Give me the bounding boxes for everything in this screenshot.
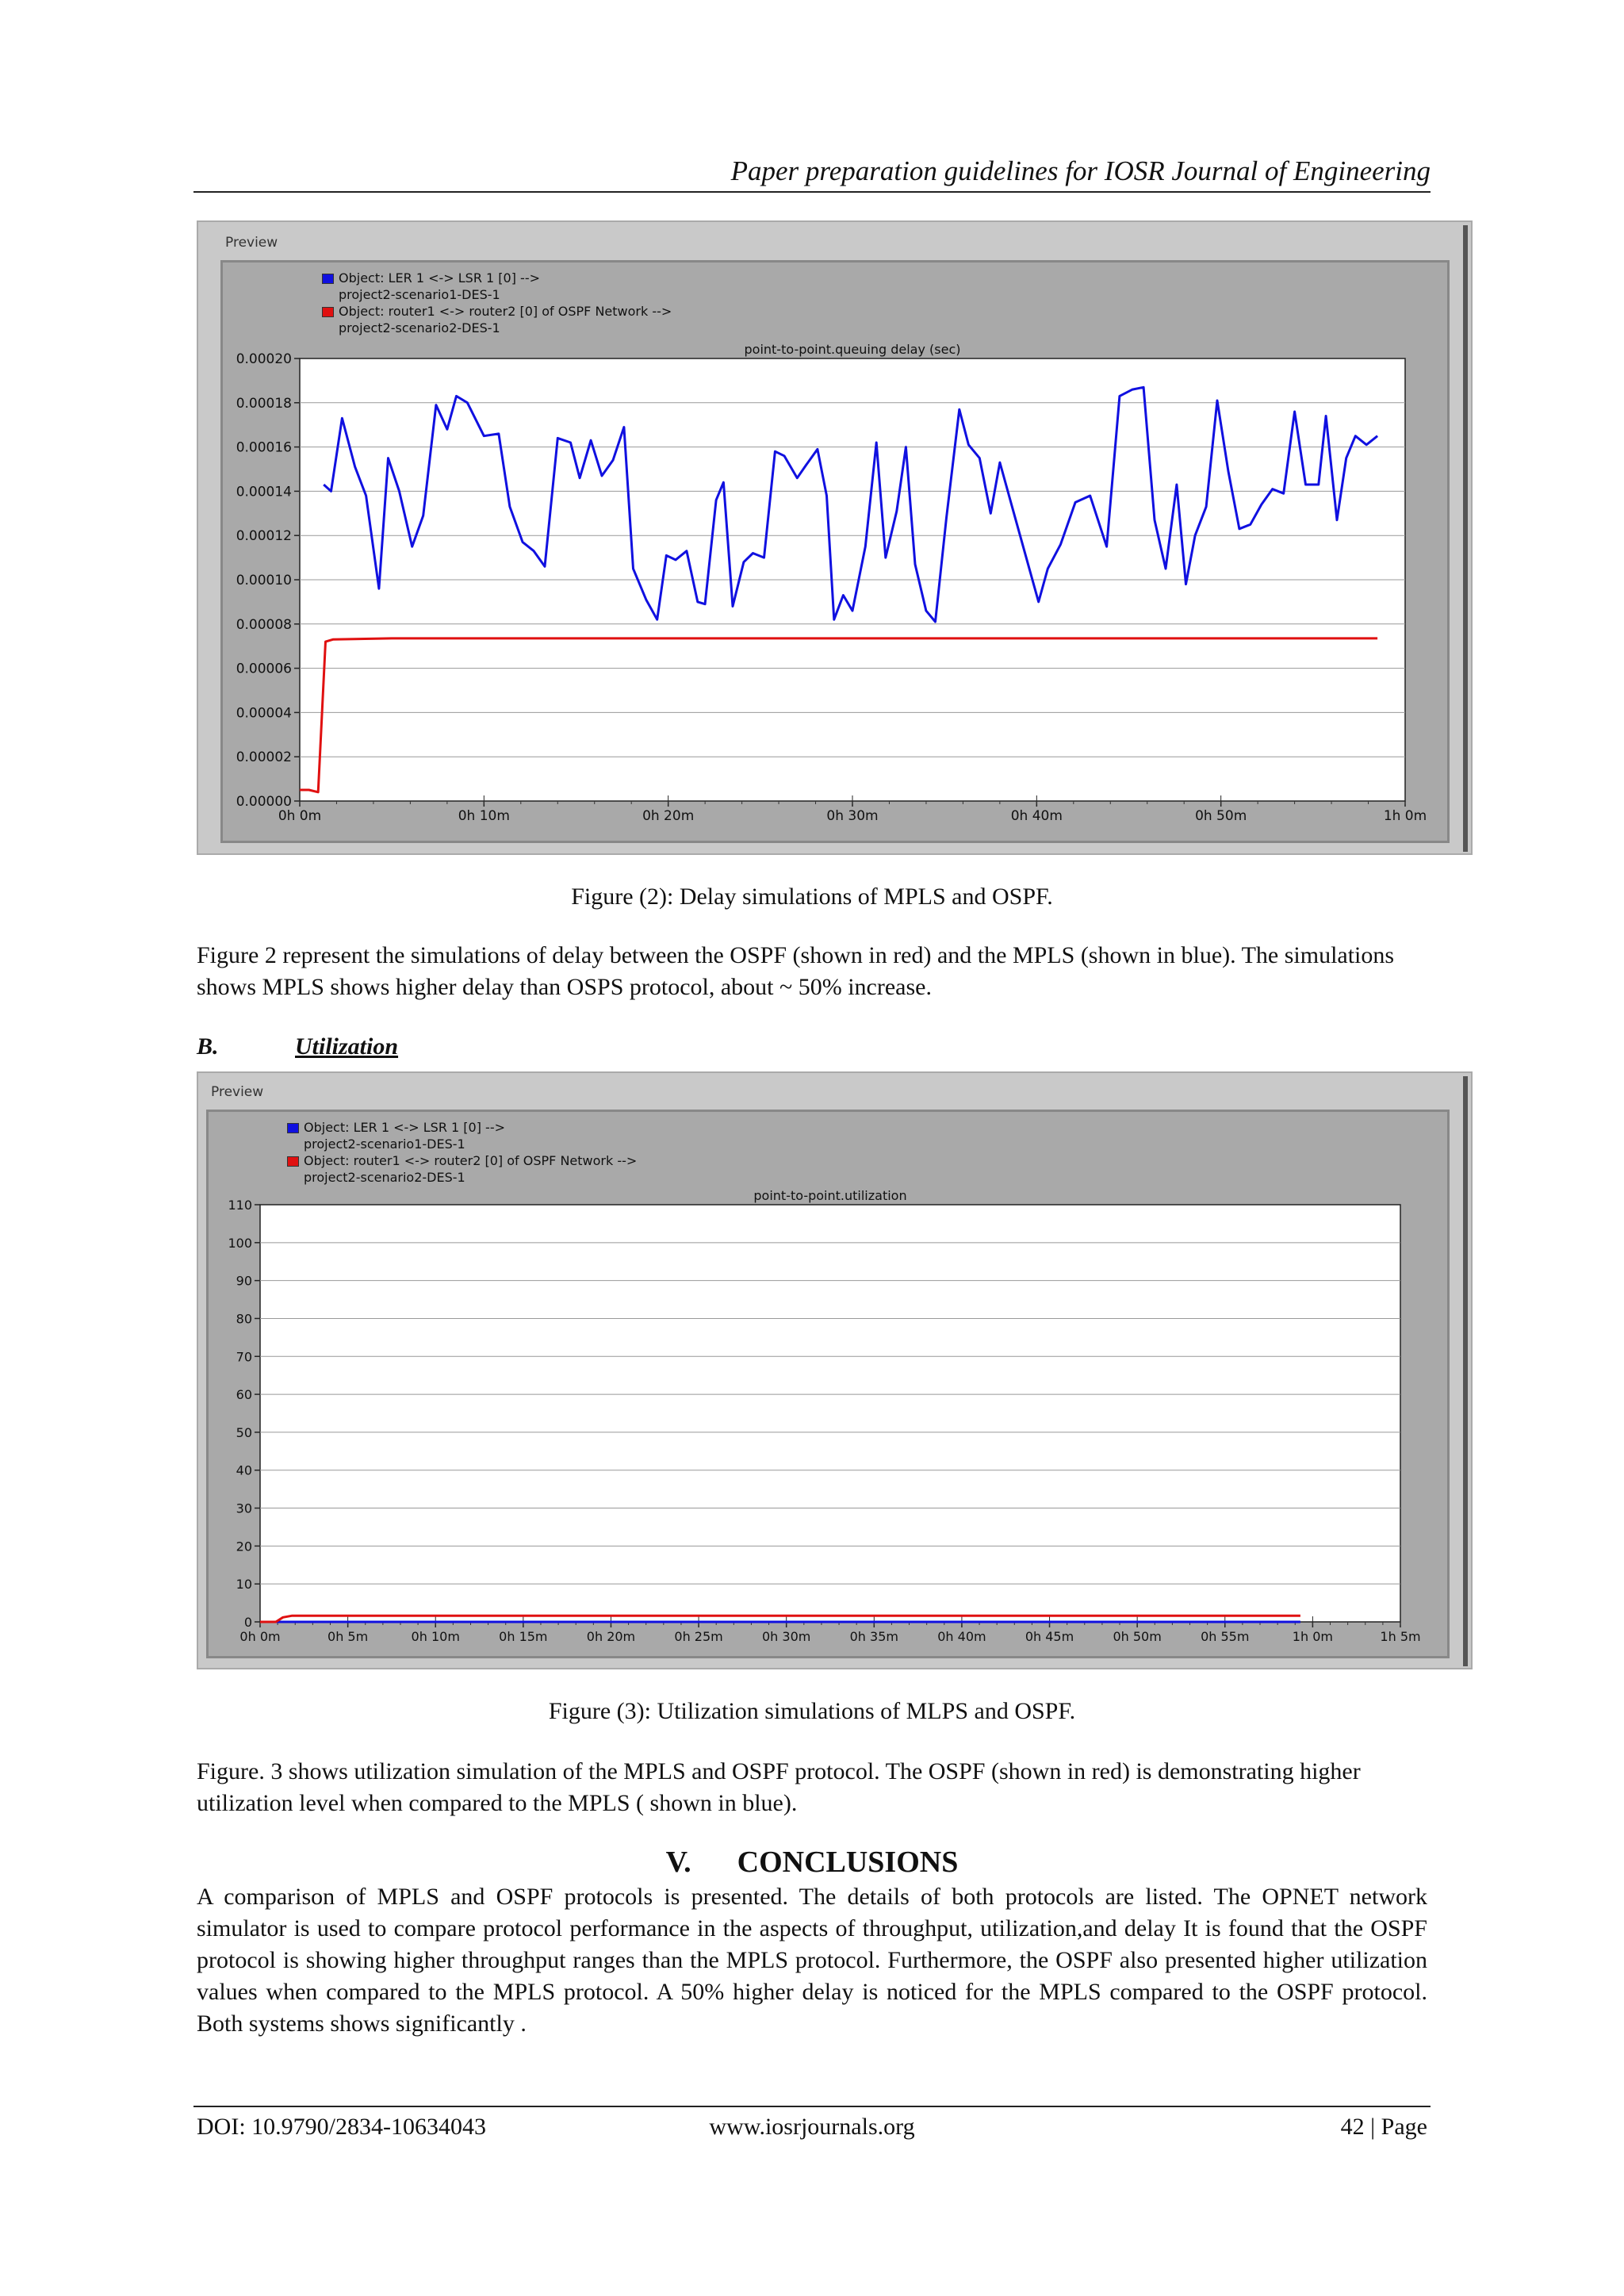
x-tick-label: 0h 5m	[327, 1629, 369, 1644]
legend-entry-ospf-line1: Object: router1 <-> router2 [0] of OSPF Network -->	[304, 1153, 638, 1168]
y-tick-label: 0	[243, 1615, 252, 1630]
x-tick-label: 0h 50m	[1113, 1629, 1162, 1644]
x-tick-label: 0h 30m	[762, 1629, 811, 1644]
section-b-title: Utilization	[295, 1033, 399, 1060]
x-tick-label: 0h 55m	[1201, 1629, 1250, 1644]
footer-doi: DOI: 10.9790/2834-10634043	[197, 2114, 486, 2140]
x-tick-label: 1h 0m	[1383, 808, 1427, 824]
chart-title: point-to-point.utilization	[753, 1188, 907, 1203]
y-tick-label: 0.00012	[236, 528, 292, 545]
y-tick-label: 0.00018	[236, 395, 292, 412]
x-tick-label: 1h 5m	[1380, 1629, 1421, 1644]
x-tick-label: 0h 25m	[674, 1629, 723, 1644]
figure-3-preview-label: Preview	[208, 1084, 266, 1100]
section-v-number: V.	[665, 1846, 691, 1879]
section-b-number: B.	[197, 1033, 219, 1060]
section-v-title: CONCLUSIONS	[737, 1846, 959, 1879]
footer-rule	[193, 2106, 1431, 2107]
y-tick-label: 0.00002	[236, 749, 292, 766]
y-tick-label: 90	[236, 1273, 252, 1289]
x-tick-label: 0h 0m	[278, 808, 322, 824]
legend-entry-ospf-line2: project2-scenario2-DES-1	[339, 320, 500, 335]
conclusion-paragraph: A comparison of MPLS and OSPF protocols is presented. The details of both protocols are listed. The OPNET network simulator is used to compare protocol performance in the aspects of throughput, utilization,and delay It is found that the OSPF protocol is showing higher throughput ranges than the MPLS protocol. Furthermore, the OSPF also presented higher utilization values when compared to the MPLS protocol. A 50% higher delay is noticed for the MPLS compared to the OSPF protocol. Both systems shows significantly .	[197, 1884, 1427, 2037]
x-tick-label: 0h 10m	[411, 1629, 460, 1644]
y-tick-label: 110	[228, 1198, 252, 1213]
x-tick-label: 0h 20m	[642, 808, 695, 824]
y-tick-label: 0.00000	[236, 794, 292, 810]
utilization-chart	[198, 1073, 1474, 1671]
legend-entry-ospf-line2: project2-scenario2-DES-1	[304, 1170, 465, 1185]
running-head: Paper preparation guidelines for IOSR Journal of Engineering	[730, 155, 1431, 186]
x-tick-label: 0h 45m	[1025, 1629, 1074, 1644]
legend-entry-mpls-line2: project2-scenario1-DES-1	[304, 1137, 465, 1152]
y-tick-label: 0.00016	[236, 439, 292, 456]
x-tick-label: 1h 0m	[1292, 1629, 1333, 1644]
y-tick-label: 40	[236, 1462, 252, 1478]
figure-2-caption: Figure (2): Delay simulations of MPLS and OSPF.	[571, 884, 1053, 910]
section-v-heading	[0, 1845, 1624, 1880]
y-tick-label: 0.00014	[236, 484, 292, 500]
y-tick-label: 30	[236, 1501, 252, 1516]
legend-entry-ospf-line1: Object: router1 <-> router2 [0] of OSPF Network -->	[339, 304, 672, 319]
legend-entry-mpls-line1: Object: LER 1 <-> LSR 1 [0] -->	[339, 270, 540, 286]
x-tick-label: 0h 0m	[239, 1629, 281, 1644]
x-tick-label: 0h 10m	[458, 808, 510, 824]
y-tick-label: 20	[236, 1539, 252, 1554]
y-tick-label: 70	[236, 1349, 252, 1365]
footer	[197, 2114, 1427, 2145]
x-tick-label: 0h 50m	[1195, 808, 1247, 824]
paragraph-delay: Figure 2 represent the simulations of delay between the OSPF (shown in red) and the MPLS (shown in blue). The simulations shows MPLS shows higher delay than OSPS protocol, about ~ 50% increase.	[197, 942, 1395, 1000]
x-tick-label: 0h 40m	[1010, 808, 1063, 824]
y-tick-label: 10	[236, 1577, 252, 1593]
footer-page: 42 | Page	[1340, 2114, 1427, 2140]
figure-2	[197, 220, 1473, 855]
y-tick-label: 50	[236, 1424, 252, 1440]
chart-title: point-to-point.queuing delay (sec)	[744, 342, 961, 357]
legend-entry-mpls-line2: project2-scenario1-DES-1	[339, 287, 500, 302]
figure-3-caption: Figure (3): Utilization simulations of MLPS and OSPF.	[548, 1698, 1076, 1724]
x-tick-label: 0h 35m	[849, 1629, 898, 1644]
x-tick-label: 0h 15m	[499, 1629, 548, 1644]
x-tick-label: 0h 40m	[937, 1629, 986, 1644]
paragraph-utilization: Figure. 3 shows utilization simulation of the MPLS and OSPF protocol. The OSPF (shown in red) is demonstrating higher utilization level when compared to the MPLS ( shown in blue).	[197, 1758, 1361, 1816]
y-tick-label: 0.00004	[236, 705, 292, 722]
section-b-heading	[197, 1033, 398, 1060]
x-tick-label: 0h 20m	[586, 1629, 636, 1644]
y-tick-label: 0.00008	[236, 616, 292, 633]
legend-entry-mpls-line1: Object: LER 1 <-> LSR 1 [0] -->	[304, 1120, 505, 1135]
y-tick-label: 60	[236, 1387, 252, 1403]
y-tick-label: 100	[228, 1235, 252, 1251]
delay-chart	[198, 222, 1474, 857]
figure-3	[197, 1071, 1473, 1669]
figure-2-preview-label: Preview	[222, 235, 281, 251]
y-tick-label: 0.00006	[236, 661, 292, 677]
y-tick-label: 0.00020	[236, 351, 292, 367]
header-rule	[193, 191, 1431, 193]
y-tick-label: 0.00010	[236, 573, 292, 588]
y-tick-label: 80	[236, 1311, 252, 1327]
plot-area	[260, 1205, 1400, 1622]
footer-website[interactable]: www.iosrjournals.org	[709, 2114, 915, 2140]
x-tick-label: 0h 30m	[826, 808, 879, 824]
